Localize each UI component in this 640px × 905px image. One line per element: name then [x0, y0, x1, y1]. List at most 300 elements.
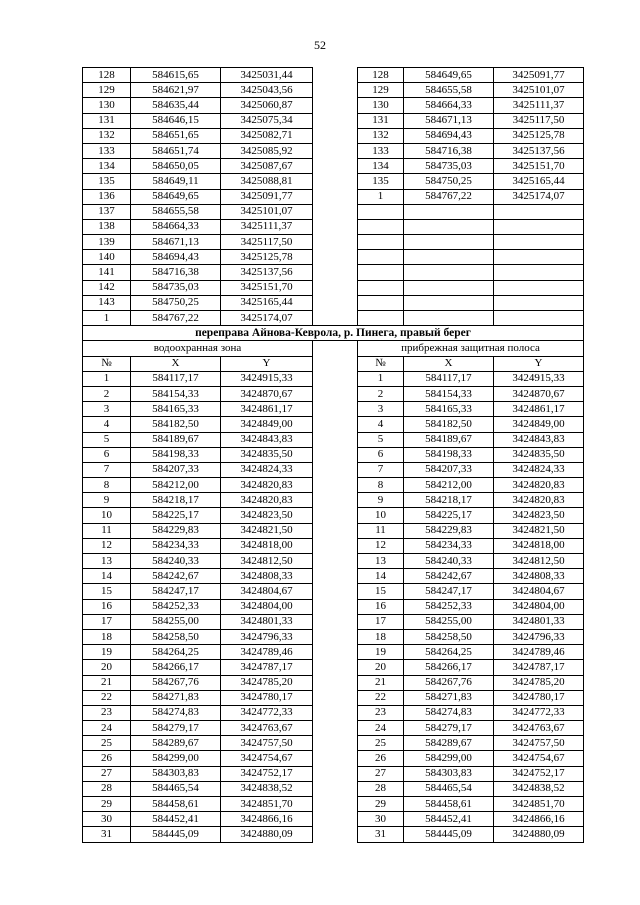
x-coordinate-cell: 584267,76	[404, 675, 494, 690]
point-number-cell: 134	[83, 159, 131, 174]
y-coordinate-cell: 3424772,33	[221, 705, 313, 720]
column-gap	[313, 68, 358, 83]
point-number-cell: 8	[83, 478, 131, 493]
table-row	[83, 83, 584, 98]
x-coordinate-cell: 584716,38	[131, 265, 221, 280]
y-coordinate-cell: 3424780,17	[494, 690, 584, 705]
x-coordinate-cell: 584218,17	[131, 493, 221, 508]
point-number-cell: 24	[358, 721, 404, 736]
x-coordinate-cell: 584267,76	[131, 675, 221, 690]
y-coordinate-cell: 3424804,00	[221, 599, 313, 614]
table-row	[83, 159, 584, 174]
y-coordinate-cell: 3424763,67	[494, 721, 584, 736]
x-coordinate-cell: 584252,33	[131, 599, 221, 614]
point-number-cell: 15	[83, 584, 131, 599]
y-coordinate-cell: 3425101,07	[221, 204, 313, 219]
point-number-cell: 20	[358, 660, 404, 675]
y-coordinate-cell: 3425165,44	[494, 174, 584, 189]
column-gap	[313, 751, 358, 766]
table-row	[83, 523, 584, 538]
table-row	[83, 645, 584, 660]
point-number-cell: 31	[358, 827, 404, 842]
y-coordinate-cell: 3424820,83	[221, 493, 313, 508]
y-coordinate-cell: 3424789,46	[221, 645, 313, 660]
y-coordinate-cell: 3424785,20	[494, 675, 584, 690]
y-coordinate-cell: 3424804,67	[221, 584, 313, 599]
column-gap	[313, 812, 358, 827]
y-coordinate-cell: 3425125,78	[221, 250, 313, 265]
y-coordinate-cell: 3425043,56	[221, 83, 313, 98]
y-coordinate-cell: 3424824,33	[494, 462, 584, 477]
point-number-cell: 8	[358, 478, 404, 493]
column-gap	[313, 356, 358, 371]
point-number-cell: 137	[83, 204, 131, 219]
table-row	[83, 174, 584, 189]
column-header: X	[404, 356, 494, 371]
column-gap	[313, 660, 358, 675]
y-coordinate-cell: 3425137,56	[494, 143, 584, 158]
x-coordinate-cell: 584234,33	[404, 538, 494, 553]
column-gap	[313, 143, 358, 158]
table-row	[83, 614, 584, 629]
point-number-cell: 5	[358, 432, 404, 447]
column-gap	[313, 250, 358, 265]
y-coordinate-cell: 3424861,17	[221, 402, 313, 417]
point-number-cell: 25	[358, 736, 404, 751]
y-coordinate-cell: 3424787,17	[494, 660, 584, 675]
coordinates-table	[82, 67, 584, 843]
x-coordinate-cell: 584240,33	[404, 554, 494, 569]
point-number-cell: 16	[83, 599, 131, 614]
point-number-cell	[358, 295, 404, 310]
x-coordinate-cell: 584279,17	[131, 721, 221, 736]
point-number-cell: 22	[358, 690, 404, 705]
x-coordinate-cell: 584264,25	[404, 645, 494, 660]
point-number-cell: 12	[83, 538, 131, 553]
point-number-cell: 132	[83, 128, 131, 143]
table-row	[83, 554, 584, 569]
column-gap	[313, 538, 358, 553]
table-row	[83, 493, 584, 508]
column-gap	[313, 705, 358, 720]
column-gap	[313, 645, 358, 660]
point-number-cell	[358, 204, 404, 219]
x-coordinate-cell: 584274,83	[404, 705, 494, 720]
table-row	[83, 812, 584, 827]
x-coordinate-cell: 584247,17	[131, 584, 221, 599]
x-coordinate-cell: 584767,22	[131, 311, 221, 326]
table-row	[83, 462, 584, 477]
y-coordinate-cell: 3424820,83	[494, 493, 584, 508]
table-row	[83, 721, 584, 736]
point-number-cell: 27	[83, 766, 131, 781]
point-number-cell: 30	[358, 812, 404, 827]
x-coordinate-cell: 584212,00	[404, 478, 494, 493]
point-number-cell: 29	[358, 797, 404, 812]
y-coordinate-cell: 3424838,52	[221, 781, 313, 796]
x-coordinate-cell: 584189,67	[404, 432, 494, 447]
point-number-cell: 128	[83, 68, 131, 83]
y-coordinate-cell: 3425087,67	[221, 159, 313, 174]
y-coordinate-cell: 3424821,50	[221, 523, 313, 538]
column-gap	[313, 766, 358, 781]
y-coordinate-cell: 3424812,50	[221, 554, 313, 569]
y-coordinate-cell	[494, 204, 584, 219]
point-number-cell: 13	[83, 554, 131, 569]
column-gap	[313, 584, 358, 599]
y-coordinate-cell: 3425125,78	[494, 128, 584, 143]
y-coordinate-cell: 3425111,37	[494, 98, 584, 113]
x-coordinate-cell: 584242,67	[404, 569, 494, 584]
y-coordinate-cell	[494, 219, 584, 234]
point-number-cell: 31	[83, 827, 131, 842]
x-coordinate-cell: 584154,33	[404, 386, 494, 401]
point-number-cell: 19	[358, 645, 404, 660]
y-coordinate-cell: 3425174,07	[494, 189, 584, 204]
column-gap	[313, 554, 358, 569]
table-row	[83, 766, 584, 781]
x-coordinate-cell: 584225,17	[131, 508, 221, 523]
column-gap	[313, 189, 358, 204]
point-number-cell: 11	[358, 523, 404, 538]
y-coordinate-cell: 3424915,33	[494, 371, 584, 386]
table-row	[83, 402, 584, 417]
x-coordinate-cell: 584767,22	[404, 189, 494, 204]
y-coordinate-cell: 3424780,17	[221, 690, 313, 705]
x-coordinate-cell	[404, 219, 494, 234]
point-number-cell: 12	[358, 538, 404, 553]
table-row	[83, 432, 584, 447]
column-gap	[313, 721, 358, 736]
column-gap	[313, 311, 358, 326]
point-number-cell	[358, 311, 404, 326]
column-gap	[313, 736, 358, 751]
column-gap	[313, 523, 358, 538]
point-number-cell: 129	[358, 83, 404, 98]
point-number-cell: 29	[83, 797, 131, 812]
column-gap	[313, 235, 358, 250]
x-coordinate-cell: 584649,65	[131, 189, 221, 204]
y-coordinate-cell: 3424757,50	[221, 736, 313, 751]
column-gap	[313, 508, 358, 523]
y-coordinate-cell: 3425117,50	[494, 113, 584, 128]
x-coordinate-cell	[404, 265, 494, 280]
y-coordinate-cell: 3424796,33	[494, 629, 584, 644]
point-number-cell: 27	[358, 766, 404, 781]
point-number-cell: 21	[358, 675, 404, 690]
y-coordinate-cell: 3425031,44	[221, 68, 313, 83]
table-row	[83, 797, 584, 812]
column-gap	[313, 629, 358, 644]
x-coordinate-cell: 584212,00	[131, 478, 221, 493]
table-row	[83, 113, 584, 128]
x-coordinate-cell: 584445,09	[131, 827, 221, 842]
y-coordinate-cell: 3425137,56	[221, 265, 313, 280]
x-coordinate-cell	[404, 204, 494, 219]
point-number-cell: 13	[358, 554, 404, 569]
x-coordinate-cell: 584207,33	[131, 462, 221, 477]
x-coordinate-cell: 584303,83	[131, 766, 221, 781]
column-gap	[313, 402, 358, 417]
x-coordinate-cell	[404, 311, 494, 326]
y-coordinate-cell: 3425111,37	[221, 219, 313, 234]
table-row	[83, 629, 584, 644]
column-gap	[313, 614, 358, 629]
point-number-cell: 3	[83, 402, 131, 417]
point-number-cell: 30	[83, 812, 131, 827]
point-number-cell	[358, 235, 404, 250]
x-coordinate-cell: 584198,33	[131, 447, 221, 462]
y-coordinate-cell: 3424851,70	[221, 797, 313, 812]
x-coordinate-cell: 584117,17	[404, 371, 494, 386]
x-coordinate-cell: 584452,41	[404, 812, 494, 827]
x-coordinate-cell: 584615,65	[131, 68, 221, 83]
x-coordinate-cell: 584240,33	[131, 554, 221, 569]
point-number-cell	[358, 250, 404, 265]
point-number-cell	[358, 265, 404, 280]
point-number-cell: 138	[83, 219, 131, 234]
point-number-cell: 6	[358, 447, 404, 462]
x-coordinate-cell: 584274,83	[131, 705, 221, 720]
point-number-cell: 19	[83, 645, 131, 660]
x-coordinate-cell: 584264,25	[131, 645, 221, 660]
x-coordinate-cell: 584649,11	[131, 174, 221, 189]
y-coordinate-cell: 3424823,50	[494, 508, 584, 523]
y-coordinate-cell: 3424849,00	[494, 417, 584, 432]
y-coordinate-cell	[494, 280, 584, 295]
table-row	[83, 781, 584, 796]
column-gap	[313, 265, 358, 280]
column-header: №	[83, 356, 131, 371]
point-number-cell: 9	[358, 493, 404, 508]
table-row	[83, 386, 584, 401]
column-gap	[313, 417, 358, 432]
column-gap	[313, 386, 358, 401]
y-coordinate-cell: 3425075,34	[221, 113, 313, 128]
x-coordinate-cell: 584252,33	[404, 599, 494, 614]
column-gap	[313, 569, 358, 584]
y-coordinate-cell: 3424801,33	[494, 614, 584, 629]
table-row	[83, 280, 584, 295]
point-number-cell: 3	[358, 402, 404, 417]
x-coordinate-cell: 584271,83	[131, 690, 221, 705]
x-coordinate-cell: 584651,65	[131, 128, 221, 143]
y-coordinate-cell: 3424818,00	[494, 538, 584, 553]
x-coordinate-cell: 584651,74	[131, 143, 221, 158]
table-row	[83, 295, 584, 310]
y-coordinate-cell: 3424835,50	[221, 447, 313, 462]
y-coordinate-cell: 3424866,16	[494, 812, 584, 827]
x-coordinate-cell: 584271,83	[404, 690, 494, 705]
x-coordinate-cell: 584266,17	[404, 660, 494, 675]
point-number-cell: 26	[83, 751, 131, 766]
point-number-cell: 28	[358, 781, 404, 796]
point-number-cell: 7	[358, 462, 404, 477]
column-gap	[313, 113, 358, 128]
x-coordinate-cell: 584255,00	[404, 614, 494, 629]
point-number-cell: 10	[358, 508, 404, 523]
x-coordinate-cell: 584182,50	[131, 417, 221, 432]
x-coordinate-cell: 584234,33	[131, 538, 221, 553]
x-coordinate-cell: 584465,54	[404, 781, 494, 796]
section-title-row	[83, 326, 584, 341]
column-gap	[313, 781, 358, 796]
x-coordinate-cell: 584655,58	[404, 83, 494, 98]
x-coordinate-cell: 584655,58	[131, 204, 221, 219]
y-coordinate-cell: 3424870,67	[494, 386, 584, 401]
y-coordinate-cell: 3424763,67	[221, 721, 313, 736]
column-gap	[313, 690, 358, 705]
y-coordinate-cell: 3424818,00	[221, 538, 313, 553]
column-gap	[313, 159, 358, 174]
column-gap	[313, 599, 358, 614]
x-coordinate-cell: 584198,33	[404, 447, 494, 462]
table-row	[83, 538, 584, 553]
x-coordinate-cell: 584445,09	[404, 827, 494, 842]
x-coordinate-cell: 584299,00	[131, 751, 221, 766]
table-row	[83, 311, 584, 326]
x-coordinate-cell: 584225,17	[404, 508, 494, 523]
x-coordinate-cell: 584165,33	[131, 402, 221, 417]
table-row	[83, 447, 584, 462]
table-row	[83, 371, 584, 386]
x-coordinate-cell: 584242,67	[131, 569, 221, 584]
point-number-cell: 135	[83, 174, 131, 189]
table-row	[83, 204, 584, 219]
y-coordinate-cell: 3424880,09	[494, 827, 584, 842]
point-number-cell: 17	[83, 614, 131, 629]
point-number-cell: 1	[83, 311, 131, 326]
column-gap	[313, 83, 358, 98]
column-gap	[313, 493, 358, 508]
x-coordinate-cell: 584165,33	[404, 402, 494, 417]
y-coordinate-cell: 3425151,70	[494, 159, 584, 174]
table-row	[83, 599, 584, 614]
x-coordinate-cell: 584117,17	[131, 371, 221, 386]
x-coordinate-cell: 584258,50	[131, 629, 221, 644]
table-row	[83, 219, 584, 234]
table-row	[83, 705, 584, 720]
x-coordinate-cell: 584649,65	[404, 68, 494, 83]
x-coordinate-cell: 584458,61	[404, 797, 494, 812]
column-header: №	[358, 356, 404, 371]
y-coordinate-cell: 3424752,17	[494, 766, 584, 781]
column-gap	[313, 675, 358, 690]
table-row	[83, 690, 584, 705]
y-coordinate-cell: 3424849,00	[221, 417, 313, 432]
y-coordinate-cell: 3424812,50	[494, 554, 584, 569]
x-coordinate-cell: 584255,00	[131, 614, 221, 629]
point-number-cell: 131	[358, 113, 404, 128]
column-gap	[313, 295, 358, 310]
point-number-cell: 129	[83, 83, 131, 98]
point-number-cell: 131	[83, 113, 131, 128]
x-coordinate-cell: 584299,00	[404, 751, 494, 766]
column-gap	[313, 432, 358, 447]
point-number-cell: 18	[358, 629, 404, 644]
x-coordinate-cell: 584694,43	[131, 250, 221, 265]
x-coordinate-cell: 584154,33	[131, 386, 221, 401]
point-number-cell: 130	[83, 98, 131, 113]
point-number-cell: 135	[358, 174, 404, 189]
point-number-cell: 130	[358, 98, 404, 113]
y-coordinate-cell: 3424835,50	[494, 447, 584, 462]
y-coordinate-cell	[494, 265, 584, 280]
zone-label-row	[83, 341, 584, 356]
coordinates-table-body	[83, 68, 584, 843]
y-coordinate-cell: 3424801,33	[221, 614, 313, 629]
point-number-cell: 18	[83, 629, 131, 644]
x-coordinate-cell: 584182,50	[404, 417, 494, 432]
point-number-cell: 9	[83, 493, 131, 508]
point-number-cell: 7	[83, 462, 131, 477]
y-coordinate-cell: 3424757,50	[494, 736, 584, 751]
table-row	[83, 98, 584, 113]
x-coordinate-cell: 584664,33	[131, 219, 221, 234]
table-row	[83, 827, 584, 842]
x-coordinate-cell: 584247,17	[404, 584, 494, 599]
table-row	[83, 508, 584, 523]
column-gap	[313, 371, 358, 386]
table-row	[83, 235, 584, 250]
point-number-cell: 4	[358, 417, 404, 432]
table-row	[83, 265, 584, 280]
point-number-cell: 20	[83, 660, 131, 675]
y-coordinate-cell: 3425165,44	[221, 295, 313, 310]
y-coordinate-cell: 3424754,67	[494, 751, 584, 766]
point-number-cell: 23	[358, 705, 404, 720]
x-coordinate-cell	[404, 295, 494, 310]
column-gap	[313, 797, 358, 812]
point-number-cell: 22	[83, 690, 131, 705]
point-number-cell: 21	[83, 675, 131, 690]
y-coordinate-cell: 3425091,77	[221, 189, 313, 204]
point-number-cell: 4	[83, 417, 131, 432]
y-coordinate-cell: 3425091,77	[494, 68, 584, 83]
x-coordinate-cell: 584452,41	[131, 812, 221, 827]
x-coordinate-cell: 584279,17	[404, 721, 494, 736]
x-coordinate-cell: 584750,25	[404, 174, 494, 189]
y-coordinate-cell: 3424861,17	[494, 402, 584, 417]
x-coordinate-cell: 584646,15	[131, 113, 221, 128]
x-coordinate-cell: 584750,25	[131, 295, 221, 310]
y-coordinate-cell: 3424870,67	[221, 386, 313, 401]
x-coordinate-cell: 584289,67	[404, 736, 494, 751]
y-coordinate-cell: 3424752,17	[221, 766, 313, 781]
table-row	[83, 189, 584, 204]
point-number-cell: 134	[358, 159, 404, 174]
point-number-cell: 28	[83, 781, 131, 796]
x-coordinate-cell: 584635,44	[131, 98, 221, 113]
table-row	[83, 751, 584, 766]
y-coordinate-cell: 3424823,50	[221, 508, 313, 523]
y-coordinate-cell: 3424838,52	[494, 781, 584, 796]
x-coordinate-cell: 584303,83	[404, 766, 494, 781]
x-coordinate-cell: 584458,61	[131, 797, 221, 812]
table-row	[83, 417, 584, 432]
table-row	[83, 250, 584, 265]
y-coordinate-cell: 3424821,50	[494, 523, 584, 538]
table-row	[83, 660, 584, 675]
point-number-cell	[358, 219, 404, 234]
column-header: Y	[494, 356, 584, 371]
point-number-cell: 132	[358, 128, 404, 143]
x-coordinate-cell: 584189,67	[131, 432, 221, 447]
point-number-cell: 1	[83, 371, 131, 386]
x-coordinate-cell: 584664,33	[404, 98, 494, 113]
x-coordinate-cell: 584289,67	[131, 736, 221, 751]
table-row	[83, 675, 584, 690]
